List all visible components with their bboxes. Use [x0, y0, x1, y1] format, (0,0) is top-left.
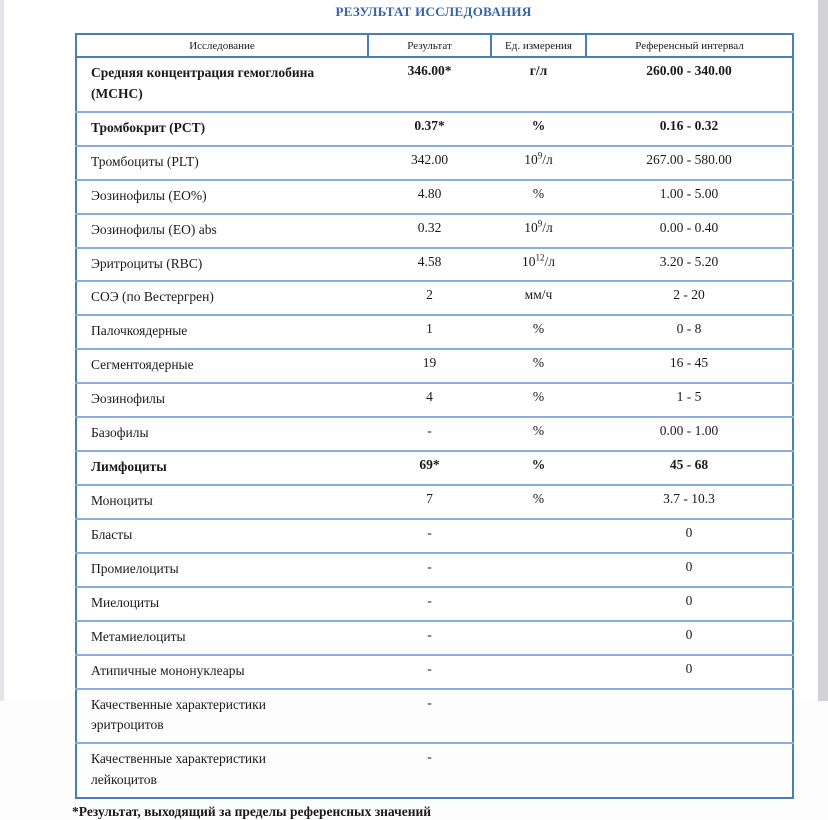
- unit-cell: [491, 621, 586, 655]
- unit-suffix: /л: [542, 219, 553, 235]
- result-cell: 0.37*: [368, 112, 491, 146]
- table-row: [76, 281, 793, 315]
- col-header-result: Результат: [368, 34, 491, 57]
- reference-cell: 45 - 68: [586, 451, 793, 485]
- table-row: [76, 485, 793, 519]
- unit-base: 10: [522, 253, 536, 269]
- col-header-reference: Референсный интервал: [586, 34, 793, 57]
- page-edge-left: [0, 0, 4, 701]
- reference-cell: 0.00 - 0.40: [586, 214, 793, 248]
- test-name-cell: [76, 281, 368, 315]
- unit-cell: [491, 553, 586, 587]
- test-name-line2: (MCHC): [91, 85, 143, 101]
- result-cell: 2: [368, 281, 491, 315]
- col-header-unit: Ед. измерения: [491, 34, 586, 57]
- test-name-cell: [76, 689, 368, 744]
- test-name-line1: Палочкоядерные: [91, 323, 188, 339]
- result-cell: 0.32: [368, 214, 491, 248]
- result-cell: 342.00: [368, 146, 491, 180]
- test-name-cell: [76, 655, 368, 689]
- result-cell: -: [368, 689, 491, 744]
- reference-cell: 3.7 - 10.3: [586, 485, 793, 519]
- unit-superscript: 9: [537, 150, 543, 161]
- unit-cell: [491, 281, 586, 315]
- unit-base: %: [531, 457, 546, 473]
- reference-cell: [586, 689, 793, 744]
- test-name-line1: СОЭ (по Вестергрен): [91, 289, 214, 305]
- test-name-cell: [76, 621, 368, 655]
- table-row: [76, 689, 793, 744]
- table-row: [76, 553, 793, 587]
- test-name-cell: [76, 57, 368, 112]
- unit-superscript: 12: [535, 252, 545, 263]
- reference-cell: [586, 743, 793, 798]
- reference-footnote: *Результат, выходящий за пределы референсных значений: [72, 804, 432, 820]
- table-row: [76, 587, 793, 621]
- reference-cell: 16 - 45: [586, 349, 793, 383]
- table-row: [76, 248, 793, 282]
- result-cell: -: [368, 519, 491, 553]
- reference-cell: 0 - 8: [586, 315, 793, 349]
- test-name-cell: [76, 743, 368, 798]
- unit-superscript: 9: [537, 218, 543, 229]
- unit-base: %: [532, 389, 545, 405]
- unit-base: %: [532, 355, 545, 371]
- reference-cell: 1 - 5: [586, 383, 793, 417]
- result-cell: -: [368, 621, 491, 655]
- test-name-line1: Тромбоциты (PLT): [91, 153, 199, 169]
- table-row: [76, 146, 793, 180]
- unit-suffix: /л: [542, 151, 553, 167]
- unit-base: 10: [524, 219, 538, 235]
- reference-cell: 0: [586, 655, 793, 689]
- result-cell: 346.00*: [368, 57, 491, 112]
- test-name-line1: Моноциты: [91, 492, 153, 508]
- test-name-line1: Эозинофилы: [91, 391, 165, 407]
- table-row: [76, 621, 793, 655]
- reference-cell: 1.00 - 5.00: [586, 180, 793, 214]
- result-cell: 4.80: [368, 180, 491, 214]
- test-name-cell: [76, 180, 368, 214]
- result-cell: -: [368, 553, 491, 587]
- test-name-line1: Эозинофилы (EO%): [91, 187, 207, 203]
- table-row: [76, 655, 793, 689]
- table-row: [76, 349, 793, 383]
- test-name-line1: Средняя концентрация гемоглобина: [91, 65, 315, 80]
- unit-base: мм/ч: [524, 287, 553, 303]
- unit-cell: [491, 146, 586, 180]
- unit-base: %: [532, 321, 545, 337]
- unit-cell: [491, 655, 586, 689]
- table-row: [76, 383, 793, 417]
- test-name-line1: Базофилы: [91, 425, 149, 441]
- table-row: [76, 214, 793, 248]
- col-header-study: Исследование: [76, 34, 368, 57]
- test-name-line1: Лимфоциты: [91, 459, 167, 475]
- table-body: [76, 57, 793, 798]
- table-row: [76, 180, 793, 214]
- table-header: [76, 34, 793, 57]
- test-name-line1: Миелоциты: [91, 594, 160, 610]
- test-name-cell: [76, 112, 368, 146]
- test-name-cell: [76, 451, 368, 485]
- unit-cell: [491, 587, 586, 621]
- reference-cell: 0: [586, 519, 793, 553]
- table-row: [76, 451, 793, 485]
- unit-cell: [491, 214, 586, 248]
- unit-cell: [491, 689, 586, 744]
- reference-cell: 267.00 - 580.00: [586, 146, 793, 180]
- test-name-line1: Сегментоядерные: [91, 357, 194, 373]
- test-name-line2: эритроцитов: [91, 717, 164, 733]
- result-cell: 7: [368, 485, 491, 519]
- unit-cell: [491, 383, 586, 417]
- test-name-cell: [76, 553, 368, 587]
- test-name-cell: [76, 587, 368, 621]
- result-cell: -: [427, 749, 432, 765]
- table-row: [76, 519, 793, 553]
- page-edge-right: [818, 0, 828, 701]
- test-name-cell: [76, 315, 368, 349]
- test-name-line1: Тромбокрит (PCT): [91, 119, 206, 135]
- result-cell: 69*: [368, 451, 491, 485]
- unit-base: %: [532, 423, 545, 439]
- table-row: [76, 743, 793, 798]
- unit-base: %: [531, 117, 546, 133]
- reference-cell: 0: [586, 621, 793, 655]
- unit-base: г/л: [529, 63, 548, 78]
- test-name-cell: [76, 248, 368, 282]
- unit-base: %: [532, 490, 545, 506]
- test-name-cell: [76, 146, 368, 180]
- test-name-line1: Эозинофилы (EO) abs: [91, 221, 217, 237]
- unit-base: 10: [524, 151, 538, 167]
- result-cell: 19: [368, 349, 491, 383]
- reference-cell: 2 - 20: [586, 281, 793, 315]
- table-row: [76, 315, 793, 349]
- reference-cell: 260.00 - 340.00: [586, 57, 793, 112]
- unit-cell: [491, 519, 586, 553]
- test-name-line2: лейкоцитов: [91, 772, 157, 788]
- test-name-cell: [76, 214, 368, 248]
- unit-cell: [491, 315, 586, 349]
- unit-cell: [491, 417, 586, 451]
- test-name-line1: Промиелоциты: [91, 560, 179, 576]
- unit-cell: [491, 349, 586, 383]
- test-name-line1: Качественные характеристики: [91, 696, 266, 712]
- page-title: РЕЗУЛЬТАТ ИССЛЕДОВАНИЯ: [335, 4, 532, 19]
- unit-cell: [491, 451, 586, 485]
- reference-cell: 0.00 - 1.00: [586, 417, 793, 451]
- result-cell: -: [368, 417, 491, 451]
- reference-cell: 0: [586, 587, 793, 621]
- unit-cell: [491, 743, 586, 798]
- test-name-cell: [76, 417, 368, 451]
- unit-cell: [491, 57, 586, 112]
- test-name-line1: Эритроциты (RBC): [91, 255, 203, 271]
- test-name-line1: Атипичные мононуклеары: [91, 662, 245, 678]
- unit-base: %: [532, 185, 545, 201]
- table-row: [76, 57, 793, 112]
- table-row: [76, 417, 793, 451]
- test-name-cell: [76, 485, 368, 519]
- test-name-cell: [76, 383, 368, 417]
- unit-cell: [491, 485, 586, 519]
- table-row: [76, 112, 793, 146]
- unit-suffix: /л: [544, 253, 555, 269]
- result-cell: 4: [368, 383, 491, 417]
- result-cell: -: [368, 655, 491, 689]
- result-cell: -: [368, 587, 491, 621]
- unit-cell: [491, 248, 586, 282]
- unit-cell: [491, 180, 586, 214]
- test-name-line1: Метамиелоциты: [91, 628, 186, 644]
- reference-cell: 0.16 - 0.32: [586, 112, 793, 146]
- test-name-line1: Бласты: [91, 526, 133, 542]
- unit-cell: [491, 112, 586, 146]
- result-cell: 1: [368, 315, 491, 349]
- test-name-cell: [76, 349, 368, 383]
- result-cell: 4.58: [368, 248, 491, 282]
- results-table: [75, 33, 794, 799]
- reference-cell: 0: [586, 553, 793, 587]
- test-name-line1: Качественные характеристики: [91, 751, 266, 767]
- reference-cell: 3.20 - 5.20: [586, 248, 793, 282]
- test-name-cell: [76, 519, 368, 553]
